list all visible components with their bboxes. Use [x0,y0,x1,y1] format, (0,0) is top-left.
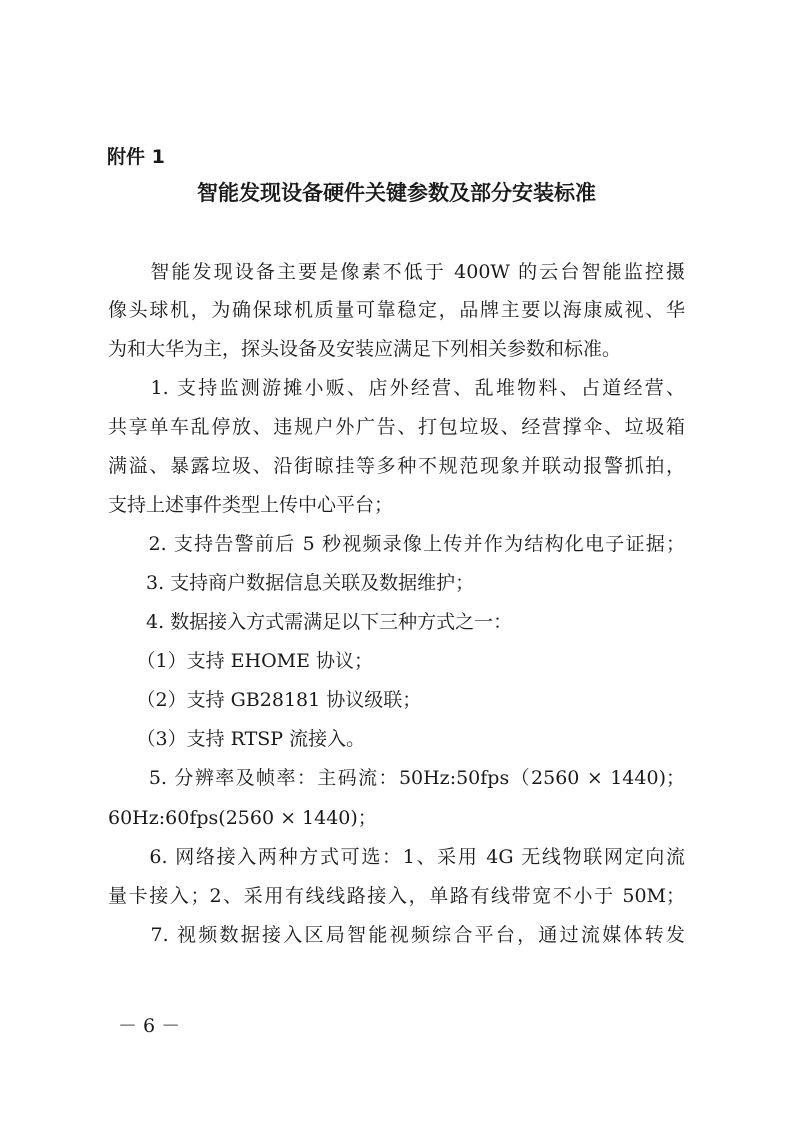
body-line: 支持上述事件类型上传中心平台； [108,494,394,516]
body-line: （1）支持 EHOME 协议； [108,650,374,672]
body-line: 6. 网络接入两种方式可选：1、采用 4G 无线物联网定向流 [108,846,685,868]
body-line: 智能发现设备主要是像素不低于 400W 的云台智能监控摄 [108,261,685,283]
body-line: 共享单车乱停放、违规户外广告、打包垃圾、经营撑伞、垃圾箱 [108,416,685,438]
body-line: 4. 数据接入方式需满足以下三种方式之一： [108,611,513,633]
body-line: （3）支持 RTSP 流接入。 [108,728,366,750]
document-title: 智能发现设备硬件关键参数及部分安装标准 [197,181,596,205]
body-line: 满溢、暴露垃圾、沿街晾挂等多种不规范现象并联动报警抓拍， [108,455,685,477]
body-line: 为和大华为主，探头设备及安装应满足下列相关参数和标准。 [108,338,622,360]
body-line: 5. 分辨率及帧率：主码流：50Hz:50fps（2560 × 1440)； [108,767,685,789]
body-line: 像头球机，为确保球机质量可靠稳定，品牌主要以海康威视、华 [108,299,685,321]
body-line: （2）支持 GB28181 协议级联； [108,689,422,711]
body-line: 60Hz:60fps(2560 × 1440)； [108,807,377,829]
attachment-label: 附件 1 [107,146,165,168]
page-number: － 6 － [118,1015,181,1037]
body-line: 7. 视频数据接入区局智能视频综合平台，通过流媒体转发 [108,924,685,946]
body-line: 1. 支持监测游摊小贩、店外经营、乱堆物料、占道经营、 [108,377,685,399]
body-line: 3. 支持商户数据信息关联及数据维护； [108,572,475,594]
body-line: 2. 支持告警前后 5 秒视频录像上传并作为结构化电子证据； [108,533,685,555]
body-line: 量卡接入；2、采用有线线路接入，单路有线带宽不小于 50M； [108,885,685,907]
